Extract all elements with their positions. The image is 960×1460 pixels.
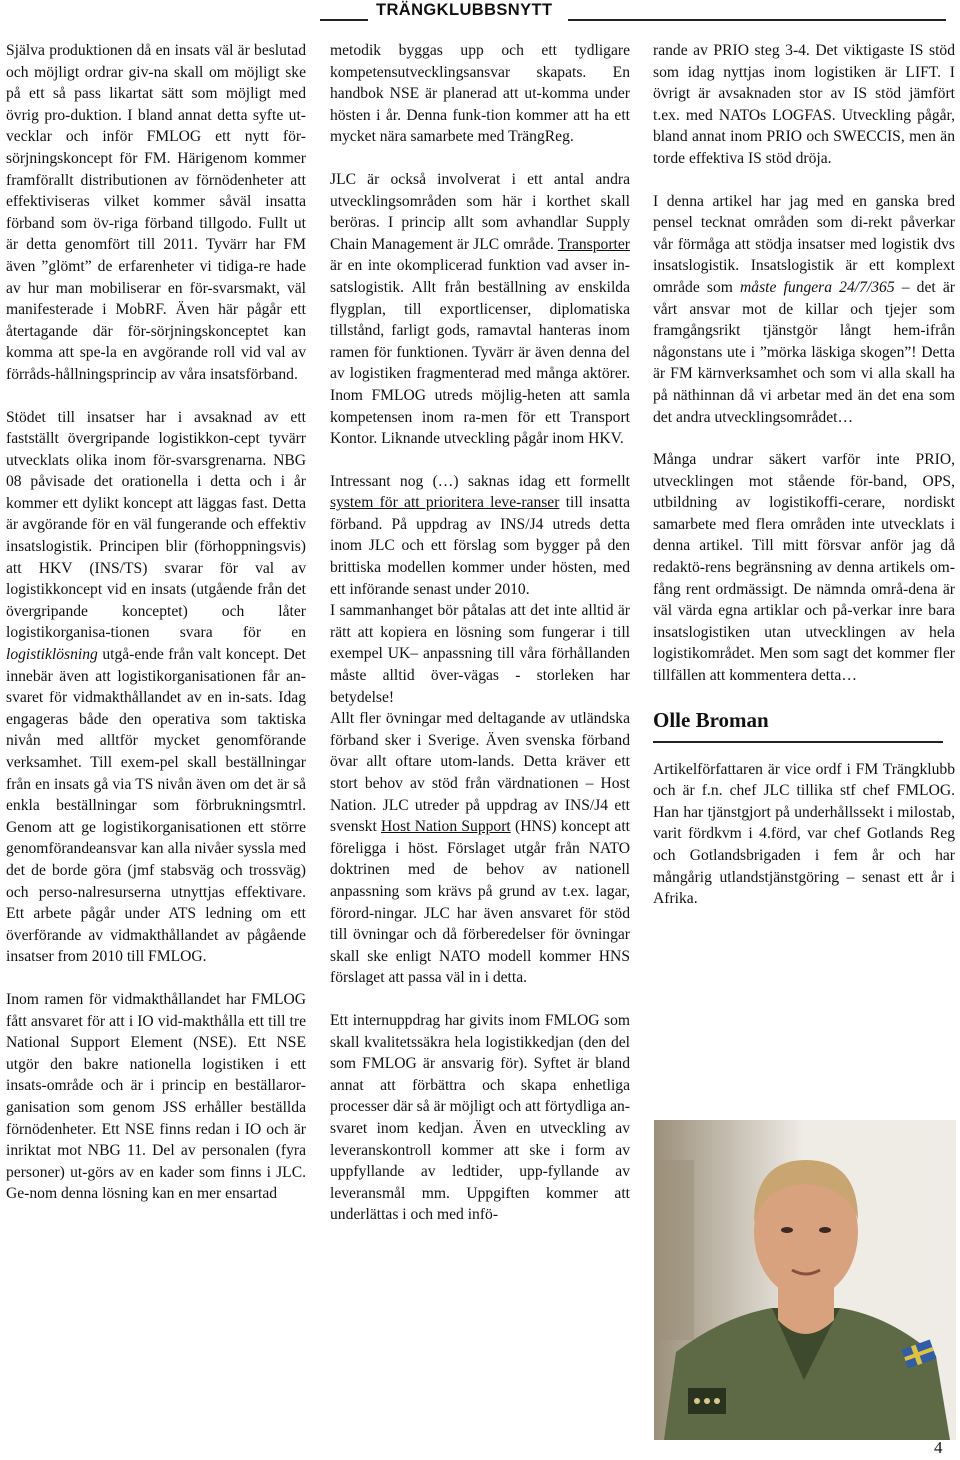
column-3 bbox=[653, 40, 955, 910]
paragraph: Själva produktionen då en insats väl är beslutad och möjligt ordrar giv-na skall om möjligt ske på ett så pass likartat sätt som möjligt med övrig pro-duktion. I bland annat detta syfte ut-vecklar och inför FMLOG ett nytt för-sörjningskoncept för FM. Härigenom kommer framförallt distributionen av förnödenheter att effektiviseras vilket kommer såväl insatta förband som öv-riga förband tillgodo. Fullt ut är detta genomfört till 2011. Tyvärr har FM även ”glömt” de erfarenheter vi tidiga-re hade av hur man mobiliserar en för-svarsmakt, väl manifesterade i MobRF. Även här pågår ett återtagande där för-sörjningskonceptet kan komma att spe-la en avgörande roll vid val av förråds-hållningsprincip av våra insatsförband. bbox=[6, 42, 306, 383]
text-run: Intressant nog (…) saknas idag ett formellt bbox=[330, 472, 630, 490]
underlined-text: Transporter bbox=[557, 235, 630, 253]
text-run: Stödet till insatser har i avsaknad av ett fastställt övergripande logistikkon-cept tyvärr utvecklats olika inom för-svarsgrenarna. NBG 08 påvisade det orationella i detta och i år kommer ett dylikt koncept att läggas fast. Detta är avgörande för en väl fungerande och effektiv insatslogistik. Principen blir (förhoppningsvis) att HKV (INS/TS) svarar för val av logistikkoncept vid en insats (utgående från det övergripande konceptet) och låter logistikorganisa-tionen svara för en bbox=[6, 408, 306, 642]
author-rule bbox=[653, 741, 943, 743]
text-run: – det är vårt ansvar mot de killar och tjejer som framgångsrikt tjänstgör långt hem-ifrån någonstans ute i ”mörka läskiga skogen”! Detta är FM kärnverksamhet och som vi alla skall ha på näthinnan då vi arbetar med än det ena som det andra utvecklingsområdet… bbox=[653, 278, 955, 426]
text-run: utgå-ende från valt koncept. Det innebär även att logistikorganisationen får an-svaret för vidmakthållandet av en in-sats. Idag engageras både den operativa som taktiska nivån med alltför mycket genomförande verksamhet. Till exem-pel skall beställningar från en insats gå via TS nivån även om det är så enkla beställningar som förbrukningsmtrl. Genom att ge logistikorganisationen ett större genomförandeansvar kan alla nivåer syssla med det de borde göra (jmf stabsväg och trossväg) och perso-nalresurserna utnyttjas effektivare. Ett arbete pågår under ATS ledning om ett överförande av vidmakthållandet av pågående insatser from 2010 till FMLOG. bbox=[6, 646, 306, 966]
paragraph bbox=[330, 708, 630, 989]
background-shadow bbox=[654, 1160, 694, 1340]
paragraph: I sammanhanget bör påtalas att det inte alltid är rätt att kopiera en lösning som fungerar i till exempel UK– anpassning till våra förhållanden måste alltid över-vägas - storleken har betydelse! bbox=[330, 602, 630, 706]
text-run: JLC är också involverat i ett antal andra utvecklingsområden som här i korthet skall beröras. I princip allt som avhandlar Supply Chain Management är JLC område. bbox=[330, 170, 630, 253]
text-run: är en inte okomplicerad funktion vad avser in-satslogistik. Allt från beställning av enskilda flygplan, till exportlicenser, diplomatiska tillstånd, farligt gods, ramavtal hanteras inom ramen för funktionen. Tyvärr är även denna del av logistiken fragmenterad med många aktörer. Inom FMLOG utreds möjlig-heten att samla kompetensen inom ra-men för ett Transport Kontor. Liknande utveckling pågår inom HKV. bbox=[330, 257, 630, 448]
page-header bbox=[318, 0, 954, 26]
author-photo bbox=[654, 1120, 956, 1440]
header-rule-left bbox=[320, 19, 368, 21]
author-bio: Artikelförfattaren är vice ordf i FM Trängklubb och är f.n. chef JLC tillika stf chef FMLOG. Han har tjänstgjort på underhållssekt i milostab, varit fördkvm i 4.förd, var chef Gotlands Reg och Gotlandsbrigaden i fem år och har mångårig utlandstjänstgöring – senast ett år i Afrika. bbox=[653, 760, 955, 908]
header-rule-right bbox=[568, 19, 946, 21]
rank-insignia bbox=[688, 1388, 726, 1414]
column-1 bbox=[6, 40, 306, 1205]
paragraph: Ett internuppdrag har givits inom FMLOG som skall kvalitetssäkra hela logistikkedjan (den del som FMLOG är ansvarig för). Syftet är bland annat att förbättra och skapa enhetliga processer där så är möjligt och att förtydliga an-svaret inom kedjan. Även en utveckling av leveranskontroll kommer att ske i form av uppfyllande av ledtider, upp-fyllande av leveransmål mm. Uppgiften kommer att underlättas i och med infö- bbox=[330, 1011, 630, 1224]
text-run: Allt fler övningar med deltagande av utländska förband sker i Sverige. Även svenska förband övar allt oftare utom-lands. Detta kräver ett stort behov av stöd från värdnationen – Host Nation. JLC utreder på uppdrag av INS/J4 ett svenskt bbox=[330, 710, 630, 836]
paragraph bbox=[653, 191, 955, 429]
paragraph: metodik byggas upp och ett tydligare kompetensutvecklingsansvar skapats. En handbok NSE är planerad att ut-komma under hösten i år. Denna funk-tion kommer att ha ett mycket nära samarbete med TrängReg. bbox=[330, 42, 630, 146]
publication-title: TRÄNGKLUBBSNYTT bbox=[376, 1, 553, 19]
underlined-text: system för att prioritera leve-ranser bbox=[330, 494, 560, 512]
text-run: (HNS) koncept att föreligga i höst. Förslaget utgår från NATO doktrinen med de behov av nationell anpassning som krävs på grund av t.ex. lagar, förord-ningar. JLC har även ansvaret för stöd till övningar och då förberedelser för övningar skall ske enligt NATO modell kommer HNS förslaget att passa väl in i detta. bbox=[330, 818, 630, 987]
emphasis-text: måste fungera 24/7/365 bbox=[740, 278, 895, 296]
right-eye bbox=[819, 1227, 831, 1233]
author-name: Olle Broman bbox=[653, 707, 769, 732]
paragraph: rande av PRIO steg 3-4. Det viktigaste IS stöd som idag nyttjas inom logistiken är LIFT. I övrigt är avsaknaden stor av IS stöd jämfört t.ex. med NATOs LOGFAS. Utveckling pågår, bland annat inom PRIO och SWECCIS, men än torde effektiva IS stöd dröja. bbox=[653, 42, 955, 167]
text-run: till insatta förband. På uppdrag av INS/J4 utreds detta inom JLC och ett förslag som bygger på den brittiska modellen kommer under hösten, med ett införande senast under 2010. bbox=[330, 494, 630, 598]
author-portrait-image bbox=[654, 1120, 956, 1440]
left-eye bbox=[781, 1227, 793, 1233]
text-run: I denna artikel har jag med en ganska bred pensel tecknat områden som di-rekt påverkar vår förmåga att stödja insatser med logistik dvs insatslogistik. Insatslogistik är ett komplext område som bbox=[653, 192, 955, 296]
paragraph: Inom ramen för vidmakthållandet har FMLOG fått ansvaret för att i IO vid-makthålla ett till tre National Support Element (NSE). Ett NSE utgör den bakre nationella logistiken i ett insats-område och är i princip en beställaror-ganisation som genom JSS erhåller beställda förnödenheter. Ett NSE finns redan i IO och är inriktat mot NBG 11. Del av personalen (fyra personer) ut-görs av en kader som finns i JLC. Ge-nom denna lösning kan en mer ensartad bbox=[6, 990, 306, 1203]
paragraph: Många undrar säkert varför inte PRIO, utvecklingen mot stående för-band, OPS, utbildning av logistikoffi-cerare, nordiskt samarbete med flera områden inte utvecklats i denna artikel. Till mitt försvar anför jag då redaktö-rens begränsning av denna artikels om-fång rent ordmässigt. De nämnda områ-dena är väl värda egna artiklar och på-verkar inre bara insatslogistiken utan utvecklingen av hela logistikområdet. Men som sagt det kommer fler tillfällen att kommentera detta… bbox=[653, 451, 955, 685]
paragraph bbox=[6, 407, 306, 968]
emphasis-text: logistiklösning bbox=[6, 646, 98, 664]
paragraph bbox=[330, 471, 630, 601]
paragraph bbox=[330, 169, 630, 450]
page-number: 4 bbox=[934, 1438, 943, 1457]
underlined-text: Host Nation Support bbox=[381, 818, 511, 836]
column-2 bbox=[330, 40, 630, 1226]
